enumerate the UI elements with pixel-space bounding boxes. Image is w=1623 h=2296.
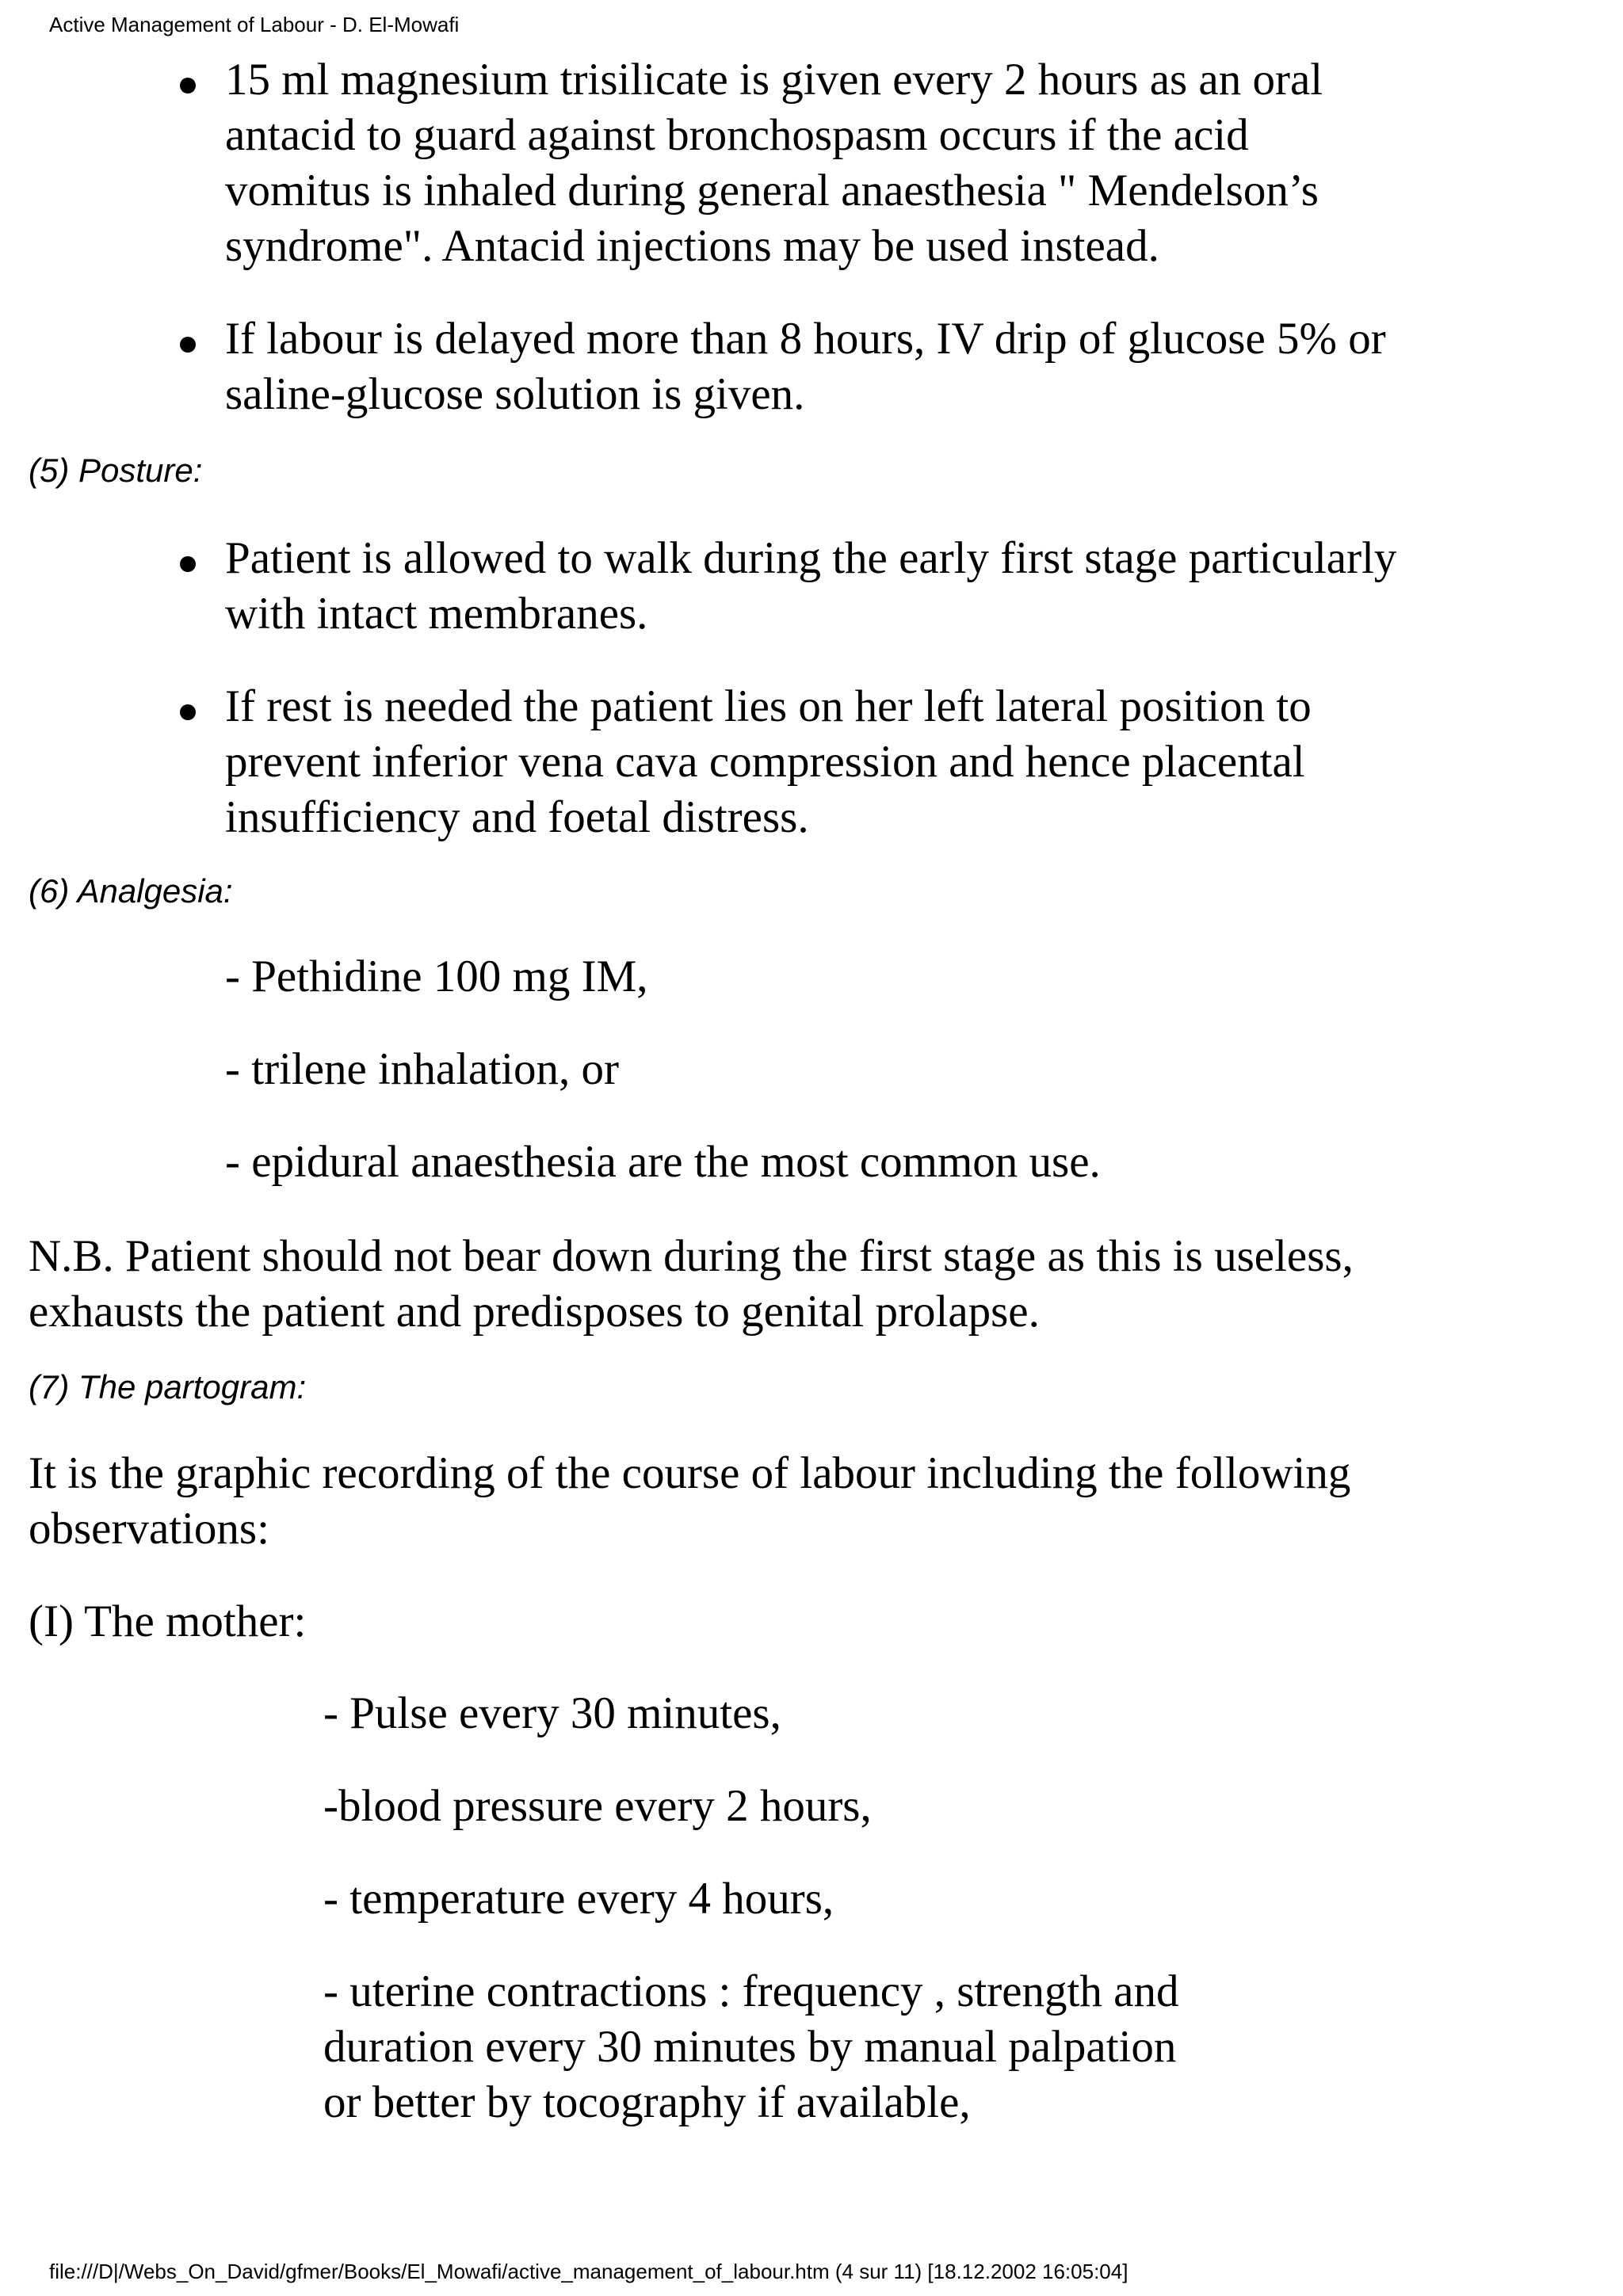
section-heading-partogram: (7) The partogram: (29, 1368, 307, 1405)
bullet-line: prevent inferior vena cava compression and hence placental (225, 737, 1305, 787)
bullet-dot (180, 704, 196, 720)
bullet-item-magnesium (225, 52, 1596, 274)
bullet-line: If rest is needed the patient lies on her left lateral position to (225, 681, 1312, 731)
bullet-dot (180, 78, 196, 93)
partogram-intro-line: observations: (29, 1504, 269, 1554)
print-header: Active Management of Labour - D. El-Mowafi (49, 13, 460, 36)
bullet-line: syndrome". Antacid injections may be used instead. (225, 221, 1159, 271)
nb-note-line: exhausts the patient and predisposes to genital prolapse. (29, 1287, 1040, 1337)
bullet-line: insufficiency and foetal distress. (225, 792, 809, 842)
print-footer-url: file:///D|/Webs_On_David/gfmer/Books/El_Mowafi/active_management_of_labour.htm (4 sur 11) [18.12.2002 16:05:04] (49, 2260, 1128, 2283)
bullet-dot (180, 337, 196, 353)
analgesia-item: - epidural anaesthesia are the most common use. (225, 1137, 1101, 1187)
nb-note (29, 1229, 1582, 1340)
mother-observation-line: duration every 30 minutes by manual palpation (323, 2022, 1177, 2072)
bullet-line: saline-glucose solution is given. (225, 369, 805, 419)
mother-observation-item: - temperature every 4 hours, (323, 1874, 834, 1924)
partogram-intro (29, 1446, 1582, 1557)
mother-observation-item-contractions (323, 1964, 1178, 2130)
bullet-item-walk (225, 531, 1596, 642)
bullet-dot (180, 556, 196, 572)
bullet-line: antacid to guard against bronchospasm occurs if the acid (225, 110, 1249, 160)
bullet-line: vomitus is inhaled during general anaesthesia " Mendelson’s (225, 166, 1319, 215)
analgesia-item: - trilene inhalation, or (225, 1044, 619, 1094)
mother-observation-item: -blood pressure every 2 hours, (323, 1781, 872, 1831)
subsection-heading-mother: (I) The mother: (29, 1596, 307, 1646)
mother-observation-line: - uterine contractions : frequency , strength and (323, 1966, 1179, 2016)
bullet-line: with intact membranes. (225, 589, 648, 639)
partogram-intro-line: It is the graphic recording of the course of labour including the following (29, 1448, 1351, 1498)
analgesia-item: - Pethidine 100 mg IM, (225, 952, 648, 1001)
bullet-line: Patient is allowed to walk during the early first stage particularly (225, 533, 1397, 583)
mother-observation-line: or better by tocography if available, (323, 2077, 971, 2127)
section-heading-posture: (5) Posture: (29, 452, 203, 489)
bullet-item-rest (225, 679, 1596, 845)
bullet-line: If labour is delayed more than 8 hours, IV drip of glucose 5% or (225, 314, 1386, 364)
section-heading-analgesia: (6) Analgesia: (29, 872, 233, 910)
nb-note-line: N.B. Patient should not bear down during the first stage as this is useless, (29, 1231, 1354, 1281)
bullet-line: 15 ml magnesium trisilicate is given every 2 hours as an oral (225, 55, 1323, 105)
bullet-item-iv-drip (225, 311, 1596, 422)
mother-observation-item: - Pulse every 30 minutes, (323, 1688, 781, 1738)
